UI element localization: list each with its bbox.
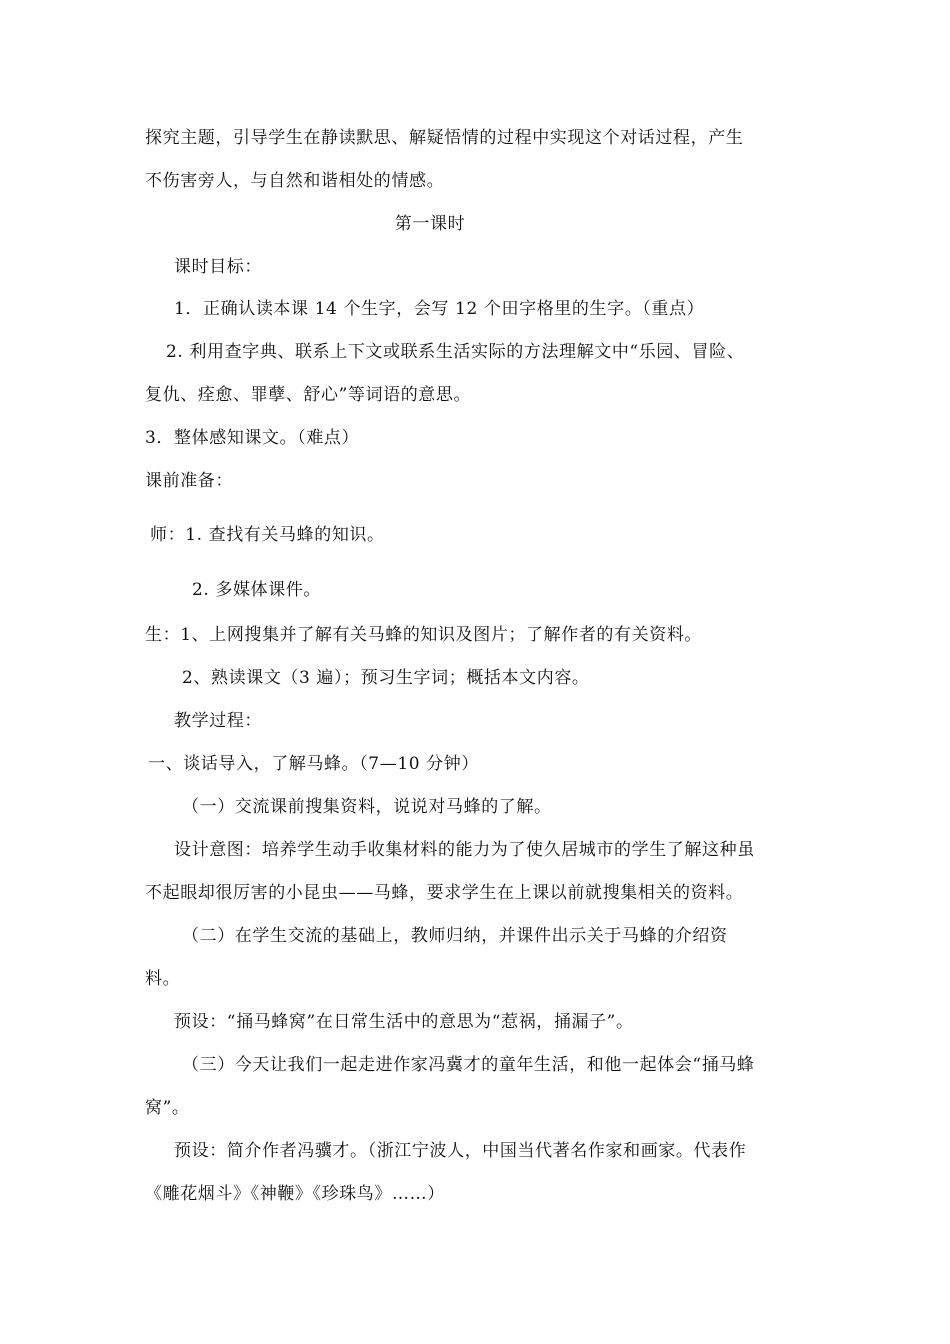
text-line-22: （三）今天让我们一起走进作家冯冀才的童年生活，和他一起体会“捅马蜂 [182,1055,755,1075]
text-line-11: 2. 多媒体课件。 [192,580,322,600]
text-line-9: 课前准备： [145,471,233,491]
text-line-19: （二）在学生交流的基础上，教师归纳，并课件出示关于马蜂的介绍资 [182,926,728,946]
text-line-20: 料。 [145,969,181,989]
text-line-14: 教学过程： [174,711,262,731]
text-line-25: 《雕花烟斗》《神鞭》《珍珠鸟》……） [145,1184,445,1204]
text-line-15: 一、谈话导入，了解马蜂。（7—10 分钟） [148,754,479,774]
text-line-16: （一）交流课前搜集资料，说说对马蜂的了解。 [182,797,552,817]
text-line-10: 师：1. 查找有关马蜂的知识。 [150,525,385,545]
text-line-8: 3．整体感知课文。（难点） [145,428,360,448]
text-line-24: 预设：简介作者冯骥才。（浙江宁波人，中国当代著名作家和画家。代表作 [174,1141,747,1161]
text-line-7: 复仇、痊愈、罪孽、舒心”等词语的意思。 [145,385,472,405]
text-line-21: 预设：“捅马蜂窝”在日常生活中的意思为“惹祸，捅漏子”。 [174,1012,634,1032]
text-line-23: 窝”。 [145,1098,190,1118]
text-line-2: 不伤害旁人，与自然和谐相处的情感。 [145,171,445,191]
text-line-4: 课时目标： [174,257,262,277]
text-line-1: 探究主题，引导学生在静读默思、解疑悟情的过程中实现这个对话过程，产生 [145,128,744,148]
text-line-17: 设计意图：培养学生动手收集材料的能力为了使久居城市的学生了解这种虽 [174,840,755,860]
text-line-5: 1．正确认读本课 14 个生字，会写 12 个田字格里的生字。（重点） [174,299,705,319]
text-line-18: 不起眼却很厉害的小昆虫——马蜂，要求学生在上课以前就搜集相关的资料。 [145,883,744,903]
text-line-12: 生：1、上网搜集并了解有关马蜂的知识及图片；了解作者的有关资料。 [145,625,703,645]
section-heading: 第一课时 [394,214,466,234]
text-line-13: 2、熟读课文（3 遍）；预习生字词；概括本文内容。 [182,668,590,688]
text-line-6: 2. 利用查字典、联系上下文或联系生活实际的方法理解文中“乐园、冒险、 [166,342,745,362]
